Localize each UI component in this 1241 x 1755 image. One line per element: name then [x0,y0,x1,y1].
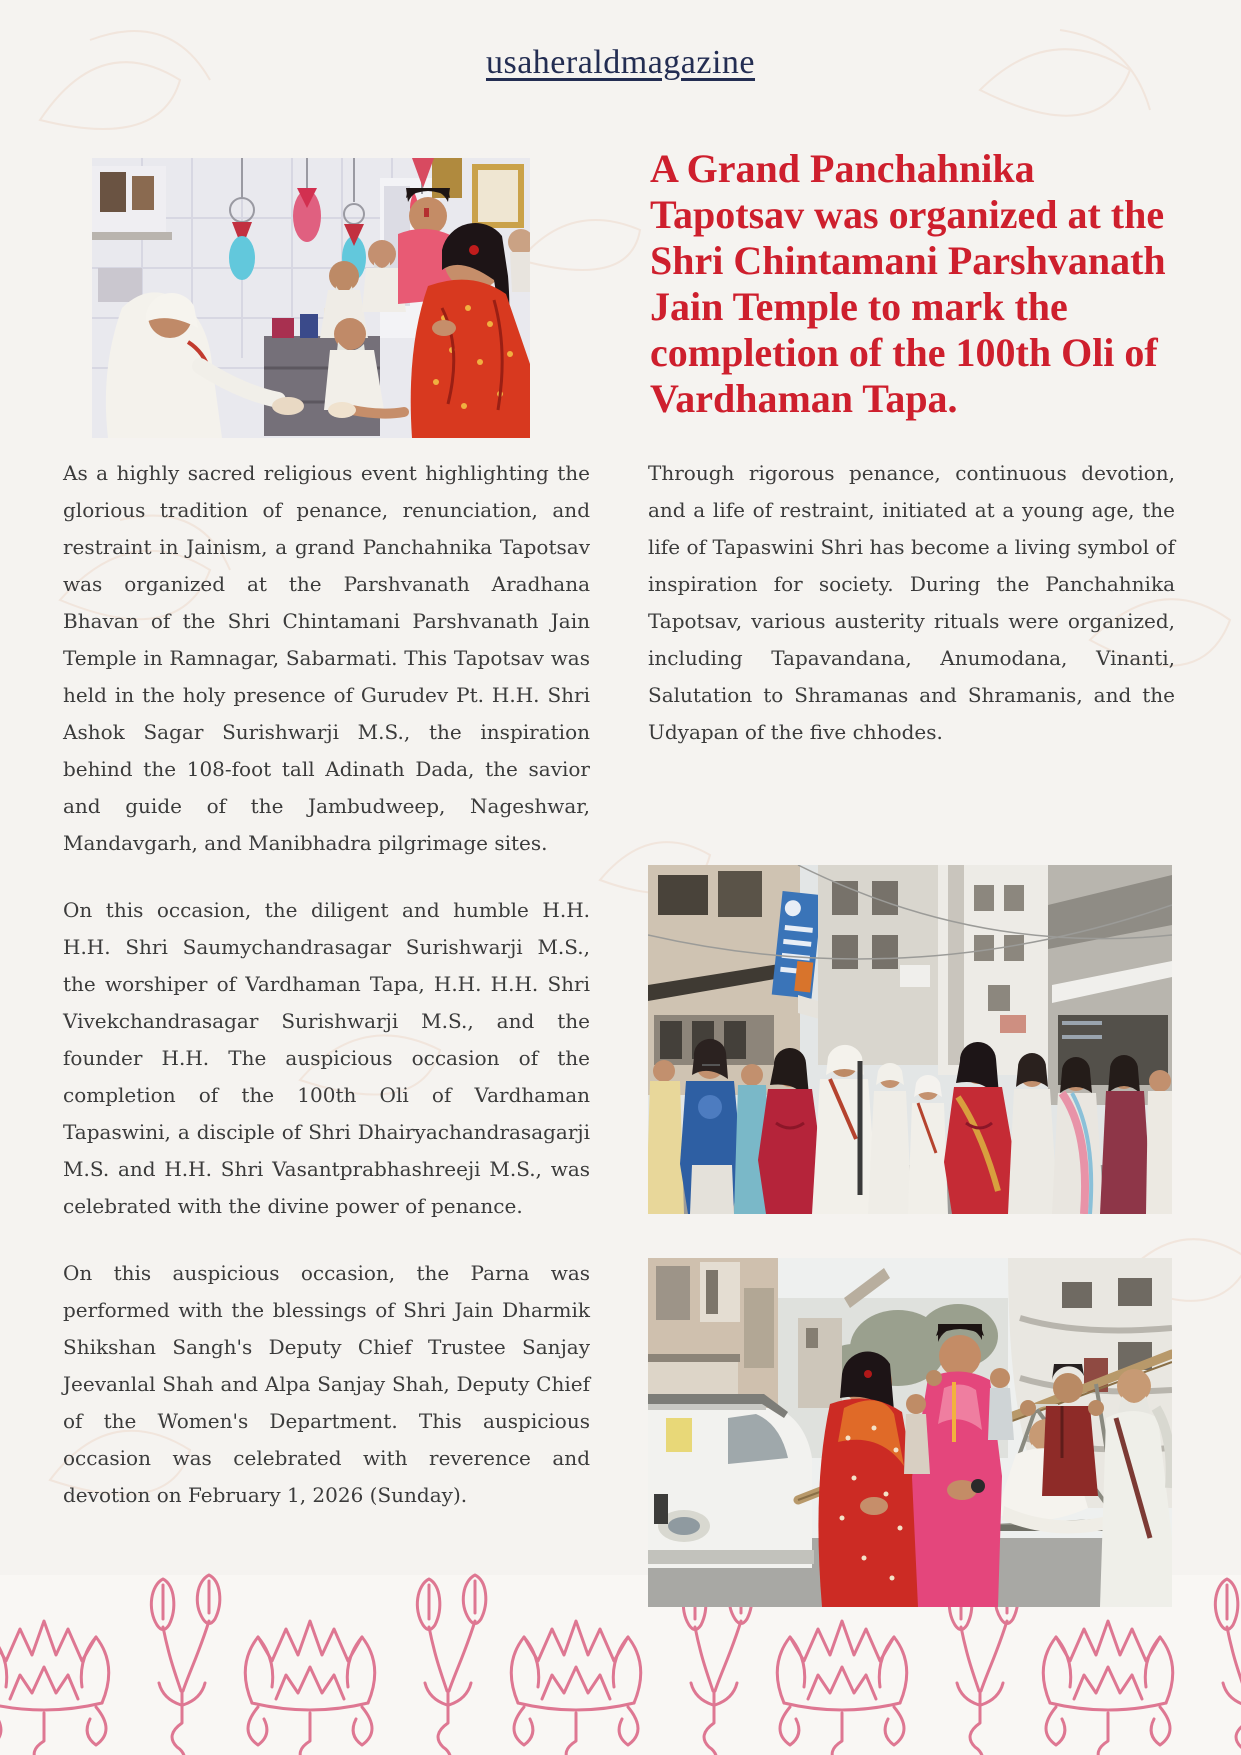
article-paragraph: On this auspicious occasion, the Parna was performed with the blessings of Shri Jain Dharmik Shikshan Sangh's Deputy Chief Trustee Sanjay Jeevanlal Shah and Alpa Sanjay Shah, Deputy Chief of the Women's Department. This auspicious occasion was celebrated with reverence and devotion on February 1, 2026 (Sunday). [63,1261,590,1507]
article-paragraph: Through rigorous penance, continuous devotion, and a life of restraint, initiated at a young age, the life of Tapaswini Shri has become a living symbol of inspiration for society. During the Panchahnika Tapotsav, various austerity rituals were organized, including Tapavandana, Anumodana, Vinanti, Salutation to Shramanas and Shramanis, and the Udyapan of the five chhodes. [648,461,1175,744]
masthead-bar [0,44,1241,82]
article-left-column [63,455,590,1544]
photo-indoor-blessing-ceremony [92,158,530,438]
article-paragraph: As a highly sacred religious event highlighting the glorious tradition of penance, renunciation, and restraint in Jainism, a grand Panchahnika Tapotsav was organized at the Parshvanath Aradhana Bhavan of the Shri Chintamani Parshvanath Jain Temple in Ramnagar, Sabarmati. This Tapotsav was held in the holy presence of Gurudev Pt. H.H. Shri Ashok Sagar Surishwarji M.S., the inspiration behind the 108-foot tall Adinath Dada, the savior and guide of the Jambudweep, Nageshwar, Mandavgarh, and Manibhadra pilgrimage sites. [63,461,590,855]
photo-procession-women-group [648,865,1172,1214]
article-right-column [648,455,1175,781]
masthead-link[interactable]: usaheraldmagazine [485,44,756,81]
article-headline: A Grand Panchahnika Tapotsav was organized at the Shri Chintamani Parshvanath Jain Temple to mark the completion of the 100th Oli of Vardhaman Tapa. [650,146,1166,421]
photo-procession-monk-palanquin [648,1258,1172,1607]
article-paragraph: On this occasion, the diligent and humble H.H. H.H. Shri Saumychandrasagar Surishwarji M.S., the worshiper of Vardhaman Tapa, H.H. H.H. Shri Vivekchandrasagar Surishwarji M.S., and the founder H.H. The auspicious occasion of the completion of the 100th Oli of Vardhaman Tapaswini, a disciple of Shri Dhairyachandrasagarji M.S. and H.H. Shri Vasantprabhashreeji M.S., was celebrated with the divine power of penance. [63,898,590,1218]
